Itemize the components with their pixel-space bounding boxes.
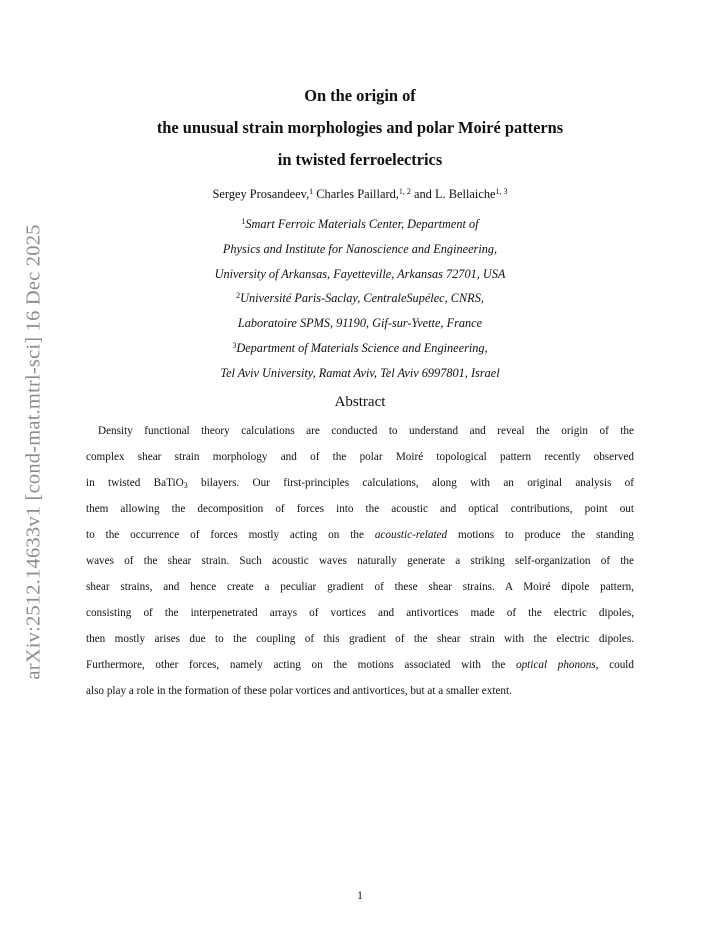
title-line: the unusual strain morphologies and polar Moiré patterns: [156, 118, 564, 137]
arxiv-identifier: arXiv:2512.14633v1 [cond-mat.mtrl-sci] 16 Dec 2025: [22, 224, 45, 680]
affiliation-text: University of Arkansas, Fayetteville, Arkansas 72701, USA: [214, 266, 506, 281]
affiliation-mark: 1: [241, 217, 246, 226]
affiliation-text: Tel Aviv University, Ramat Aviv, Tel Aviv 6997801, Israel: [220, 365, 500, 380]
abstract-line: waves of the shear strain. Such acoustic waves naturally generate a striking self-organization of the: [86, 555, 634, 567]
affiliation-text: Smart Ferroic Materials Center, Department of: [245, 217, 479, 231]
author-affiliation-mark: 1, 2: [398, 187, 411, 196]
author-list: [0, 184, 720, 204]
abstract-line: [86, 470, 634, 496]
abstract-line: Density functional theory calculations are conducted to understand and reveal the origin of the: [98, 425, 634, 437]
page-number: 1: [357, 888, 363, 902]
subscript: 3: [183, 481, 188, 490]
affiliation-mark: 2: [236, 291, 241, 301]
abstract-line: [86, 652, 634, 678]
emphasis: optical phonons: [515, 659, 596, 671]
abstract-body: [86, 418, 634, 704]
author-affiliation-mark: 1, 3: [495, 187, 508, 196]
abstract-line: consisting of the interpenetrated arrays of vortices and antivortices made of the electric dipoles,: [86, 607, 634, 619]
abstract-text: bilayers. Our first-principles calculations, along with an original analysis of: [187, 477, 634, 489]
affiliation-line: [0, 311, 720, 336]
abstract-line: them allowing the decomposition of forces into the acoustic and optical contributions, point out: [86, 503, 634, 515]
affiliation-line: [0, 212, 720, 237]
affiliation-text: Physics and Institute for Nanoscience and Engineering,: [222, 241, 498, 256]
emphasis: acoustic-related: [374, 529, 448, 541]
abstract-line: also play a role in the formation of these polar vortices and antivortices, but at a smaller extent.: [86, 685, 512, 697]
affiliation-line: [0, 286, 720, 311]
abstract-heading: Abstract: [334, 394, 386, 410]
abstract-line: [86, 522, 634, 548]
abstract-line: then mostly arises due to the coupling of this gradient of the shear strain with the electric dipoles.: [86, 633, 634, 645]
author-name: and L. Bellaiche: [413, 187, 496, 201]
title-line: On the origin of: [304, 86, 416, 105]
author-name: Sergey Prosandeev,: [212, 187, 310, 201]
abstract-text: Furthermore, other forces, namely acting on the motions associated with the: [86, 659, 516, 671]
affiliation-text: Université Paris-Saclay, CentraleSupélec, CNRS,: [240, 291, 484, 306]
author-affiliation-mark: 1: [309, 187, 314, 196]
affiliation-line: [0, 237, 720, 262]
affiliation-text: Department of Materials Science and Engineering,: [236, 340, 488, 355]
abstract-text: motions to produce the standing: [447, 529, 634, 541]
affiliation-mark: 3: [232, 340, 237, 350]
affiliation-line: [0, 361, 720, 386]
abstract-text: , could: [595, 659, 634, 671]
title-line: in twisted ferroelectrics: [277, 150, 443, 169]
affiliations: [0, 212, 720, 386]
affiliation-line: [0, 262, 720, 287]
abstract-line: shear strains, and hence create a peculiar gradient of these shear strains. A Moiré dipole pattern,: [86, 581, 634, 593]
abstract-line: complex shear strain morphology and of the polar Moiré topological pattern recently observed: [86, 451, 634, 463]
abstract-text: in twisted BaTiO: [86, 477, 184, 489]
affiliation-text: Laboratoire SPMS, 91190, Gif-sur-Yvette, France: [237, 316, 483, 331]
abstract-text: to the occurrence of forces mostly acting on the: [86, 529, 375, 541]
author-name: Charles Paillard,: [316, 187, 399, 201]
paper-title: [0, 80, 720, 176]
affiliation-line: [0, 336, 720, 361]
